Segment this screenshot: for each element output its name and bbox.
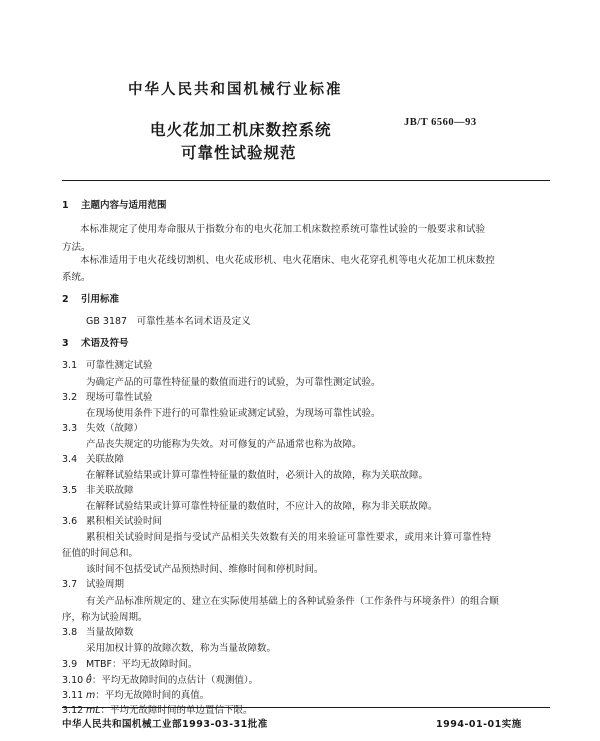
clause-number: 3.6 bbox=[62, 516, 78, 527]
section-number: 2 bbox=[62, 294, 69, 305]
document-title-line1: 电火花加工机床数控系统 bbox=[150, 121, 332, 139]
header-divider bbox=[62, 180, 550, 181]
clause-term: 失效（故障） bbox=[86, 423, 144, 434]
clause-text: 累积相关试验时间是指与受试产品相关失效数有关的用来验证可靠性要求，或用来计算可靠性特 bbox=[86, 532, 492, 543]
section-title: 引用标准 bbox=[81, 294, 120, 305]
clause-number: 3.8 bbox=[62, 627, 78, 638]
symbol-description: ：平均无故障时间的单边置信下限。 bbox=[100, 705, 253, 716]
paragraph-line: 本标准适用于电火花线切割机、电火花成形机、电火花磨床、电火花穿孔机等电火花加工机床数控 bbox=[80, 255, 495, 266]
clause-text: 产品丧失规定的功能称为失效。对可修复的产品通常也称为故障。 bbox=[86, 439, 362, 450]
clause-text: 为确定产品的可靠性特征量的数值而进行的试验，为可靠性测定试验。 bbox=[86, 377, 381, 388]
clause-term: 关联故障 bbox=[86, 454, 125, 465]
symbol: m bbox=[86, 690, 96, 701]
section-3-heading bbox=[62, 335, 129, 349]
standard-number: JB/T 6560—93 bbox=[404, 117, 477, 128]
clause-number: 3.5 bbox=[62, 485, 78, 496]
section-title: 主题内容与适用范围 bbox=[81, 200, 167, 211]
clause-term: 当量故障数 bbox=[86, 627, 134, 638]
clause-text: 采用加权计算的故障次数，称为当量故障数。 bbox=[86, 643, 277, 654]
clause-text: 征值的时间总和。 bbox=[62, 548, 139, 559]
clause-number: 3.9 bbox=[62, 659, 78, 670]
footer-divider bbox=[62, 707, 550, 708]
symbol-definition bbox=[62, 687, 209, 701]
document-title-line2: 可靠性试验规范 bbox=[181, 144, 297, 162]
clause-term: 试验周期 bbox=[86, 579, 125, 590]
clause-term: 可靠性测定试验 bbox=[86, 360, 153, 371]
section-number: 1 bbox=[62, 200, 69, 211]
symbol-description: ：平均无故障时间的点估计（观测值）。 bbox=[91, 675, 259, 686]
clause-text: 在解释试验结果或计算可靠性特征量的数值时，必须计入的故障，称为关联故障。 bbox=[86, 470, 429, 481]
normative-reference: GB 3187 可靠性基本名词术语及定义 bbox=[86, 316, 251, 327]
clause-term: 累积相关试验时间 bbox=[86, 516, 163, 527]
symbol-description: ：平均无故障时间。 bbox=[111, 659, 198, 670]
symbol-definition bbox=[62, 672, 258, 686]
paragraph-line: 系统。 bbox=[62, 272, 91, 283]
clause-number: 3.3 bbox=[62, 423, 78, 434]
issuing-body-header: 中华人民共和国机械行业标准 bbox=[128, 82, 343, 98]
clause-number: 3.2 bbox=[62, 392, 78, 403]
clause-heading bbox=[62, 451, 124, 465]
clause-text: 序，称为试验周期。 bbox=[62, 612, 148, 623]
clause-text: 该时间不包括受试产品预热时间、维修时间和停机时间。 bbox=[86, 564, 324, 575]
clause-number: 3.1 bbox=[62, 360, 78, 371]
clause-heading bbox=[62, 389, 153, 403]
clause-number: 3.12 bbox=[62, 705, 84, 716]
clause-heading bbox=[62, 513, 162, 527]
section-number: 3 bbox=[62, 338, 69, 349]
section-1-heading bbox=[62, 197, 167, 211]
clause-number: 3.4 bbox=[62, 454, 78, 465]
clause-term: 现场可靠性试验 bbox=[86, 392, 153, 403]
paragraph-line: 本标准规定了使用寿命服从于指数分布的电火花加工机床数控系统可靠性试验的一般要求和试验 bbox=[80, 224, 486, 235]
clause-text: 有关产品标准所规定的、建立在实际使用基础上的各种试验条件（工作条件与环境条件）的组合顺 bbox=[86, 596, 499, 607]
section-2-heading bbox=[62, 291, 119, 305]
approval-statement: 中华人民共和国机械工业部1993-03-31批准 bbox=[62, 719, 268, 730]
symbol: MTBF bbox=[86, 659, 112, 670]
clause-number: 3.7 bbox=[62, 579, 78, 590]
clause-number: 3.10 bbox=[62, 675, 84, 686]
clause-text: 在现场使用条件下进行的可靠性验证或测定试验，为现场可靠性试验。 bbox=[86, 408, 381, 419]
symbol: θ̂ bbox=[86, 675, 92, 686]
symbol-description: ：平均无故障时间的真值。 bbox=[95, 690, 210, 701]
section-title: 术语及符号 bbox=[81, 338, 129, 349]
clause-text: 在解释试验结果或计算可靠性特征量的数值时，不应计入的故障，称为非关联故障。 bbox=[86, 501, 438, 512]
symbol-definition bbox=[62, 656, 198, 670]
paragraph-line: 方法。 bbox=[62, 242, 91, 253]
clause-term: 非关联故障 bbox=[86, 485, 134, 496]
clause-number: 3.11 bbox=[62, 690, 84, 701]
clause-heading bbox=[62, 576, 124, 590]
effective-date: 1994-01-01实施 bbox=[436, 719, 522, 730]
clause-heading bbox=[62, 482, 134, 496]
clause-heading bbox=[62, 624, 134, 638]
symbol-definition bbox=[62, 702, 253, 716]
clause-heading bbox=[62, 357, 153, 371]
clause-heading bbox=[62, 420, 143, 434]
symbol: mL bbox=[86, 705, 101, 716]
